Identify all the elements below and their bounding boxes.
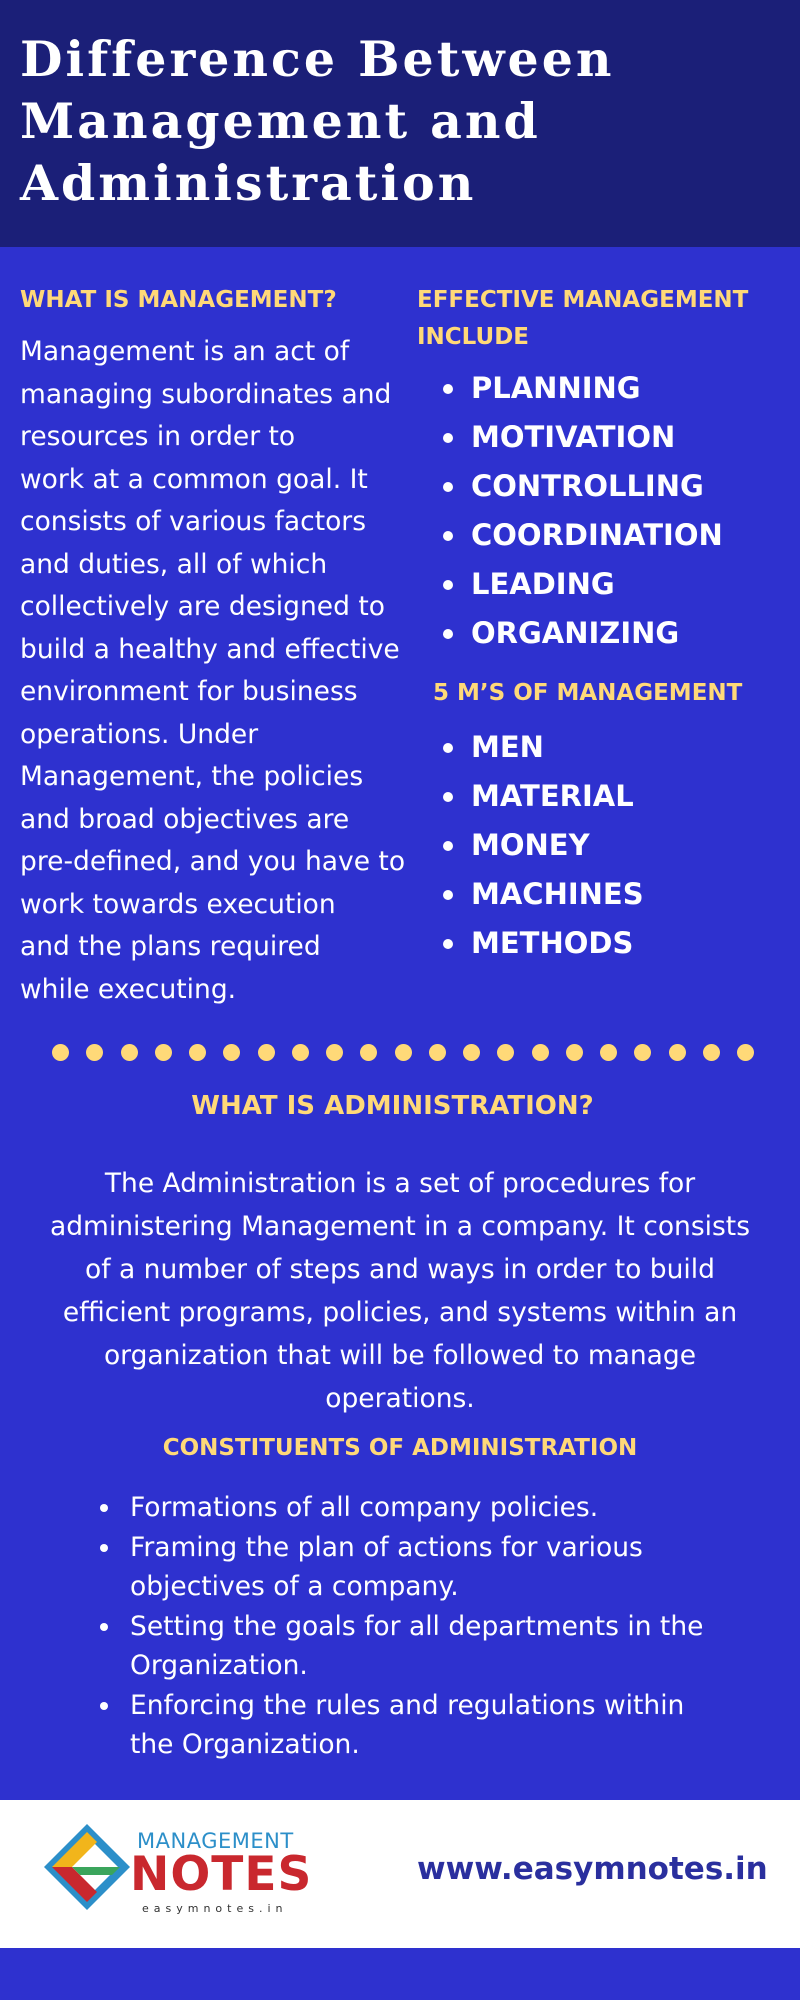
list-item: Framing the plan of actions for various objectives of a company.: [97, 1528, 777, 1607]
divider-dot: [600, 1044, 617, 1061]
list-item: Formations of all company policies.: [97, 1488, 777, 1528]
divider-dot: [703, 1044, 720, 1061]
divider-dot: [223, 1044, 240, 1061]
constituents-list: [97, 1488, 777, 1765]
effective-management-list: [418, 364, 723, 658]
five-ms-heading: 5 M’S OF MANAGEMENT: [433, 680, 743, 706]
list-item: MEN: [418, 723, 644, 772]
list-item: MOTIVATION: [418, 413, 723, 462]
page-title: Difference Between Management and Administration: [20, 30, 615, 212]
list-item: MATERIAL: [418, 772, 644, 821]
divider-dot: [189, 1044, 206, 1061]
header-banner: [0, 0, 800, 247]
list-item: PLANNING: [418, 364, 723, 413]
website-link[interactable]: www.easymnotes.in: [417, 1851, 768, 1887]
divider-dot: [86, 1044, 103, 1061]
divider-dot: [395, 1044, 412, 1061]
divider-dot: [52, 1044, 69, 1061]
divider-dot: [292, 1044, 309, 1061]
management-description: Management is an act of managing subordinates and resources in order to work at a common goal. It consists of various factors and duties, all of which collectively are designed to build a healthy and effective environment for business operations. Under Management, the policies and broad objectives are pre-defined, and you have to work towards execution and the plans required while executing.: [20, 336, 406, 1005]
divider-dot: [669, 1044, 686, 1061]
list-item: ORGANIZING: [418, 609, 723, 658]
divider-dot: [497, 1044, 514, 1061]
divider-dot: [463, 1044, 480, 1061]
list-item: COORDINATION: [418, 511, 723, 560]
divider-dot: [155, 1044, 172, 1061]
list-item: LEADING: [418, 560, 723, 609]
divider-dot: [566, 1044, 583, 1061]
divider-dot: [532, 1044, 549, 1061]
divider-dot: [429, 1044, 446, 1061]
logo-main-text: NOTES: [130, 1847, 313, 1902]
five-ms-list: [418, 723, 644, 968]
logo-domain-text: easymnotes.in: [142, 1902, 288, 1915]
logo-e-icon: [42, 1822, 132, 1922]
management-heading: WHAT IS MANAGEMENT?: [20, 287, 337, 313]
divider-dot: [258, 1044, 275, 1061]
list-item: METHODS: [418, 919, 644, 968]
footer: [0, 1800, 800, 1948]
administration-description: The Administration is a set of procedures for administering Management in a company. It consists of a number of steps and ways in order to build efficient programs, policies, and systems within an organization that will be followed to manage operations.: [49, 1168, 750, 1414]
divider-dot: [360, 1044, 377, 1061]
administration-heading: WHAT IS ADMINISTRATION?: [191, 1091, 594, 1121]
list-item: MONEY: [418, 821, 644, 870]
divider-dot: [121, 1044, 138, 1061]
divider-dot: [634, 1044, 651, 1061]
logo: [42, 1822, 312, 1927]
divider-dot: [737, 1044, 754, 1061]
list-item: Enforcing the rules and regulations within the Organization.: [97, 1686, 777, 1765]
list-item: MACHINES: [418, 870, 644, 919]
effective-management-heading: EFFECTIVE MANAGEMENT INCLUDE: [417, 287, 749, 350]
divider-dot: [326, 1044, 343, 1061]
list-item: Setting the goals for all departments in the Organization.: [97, 1607, 777, 1686]
dotted-divider: [52, 1044, 754, 1062]
list-item: CONTROLLING: [418, 462, 723, 511]
constituents-heading: CONSTITUENTS OF ADMINISTRATION: [162, 1435, 638, 1461]
logo-top-text: MANAGEMENT: [137, 1829, 294, 1853]
